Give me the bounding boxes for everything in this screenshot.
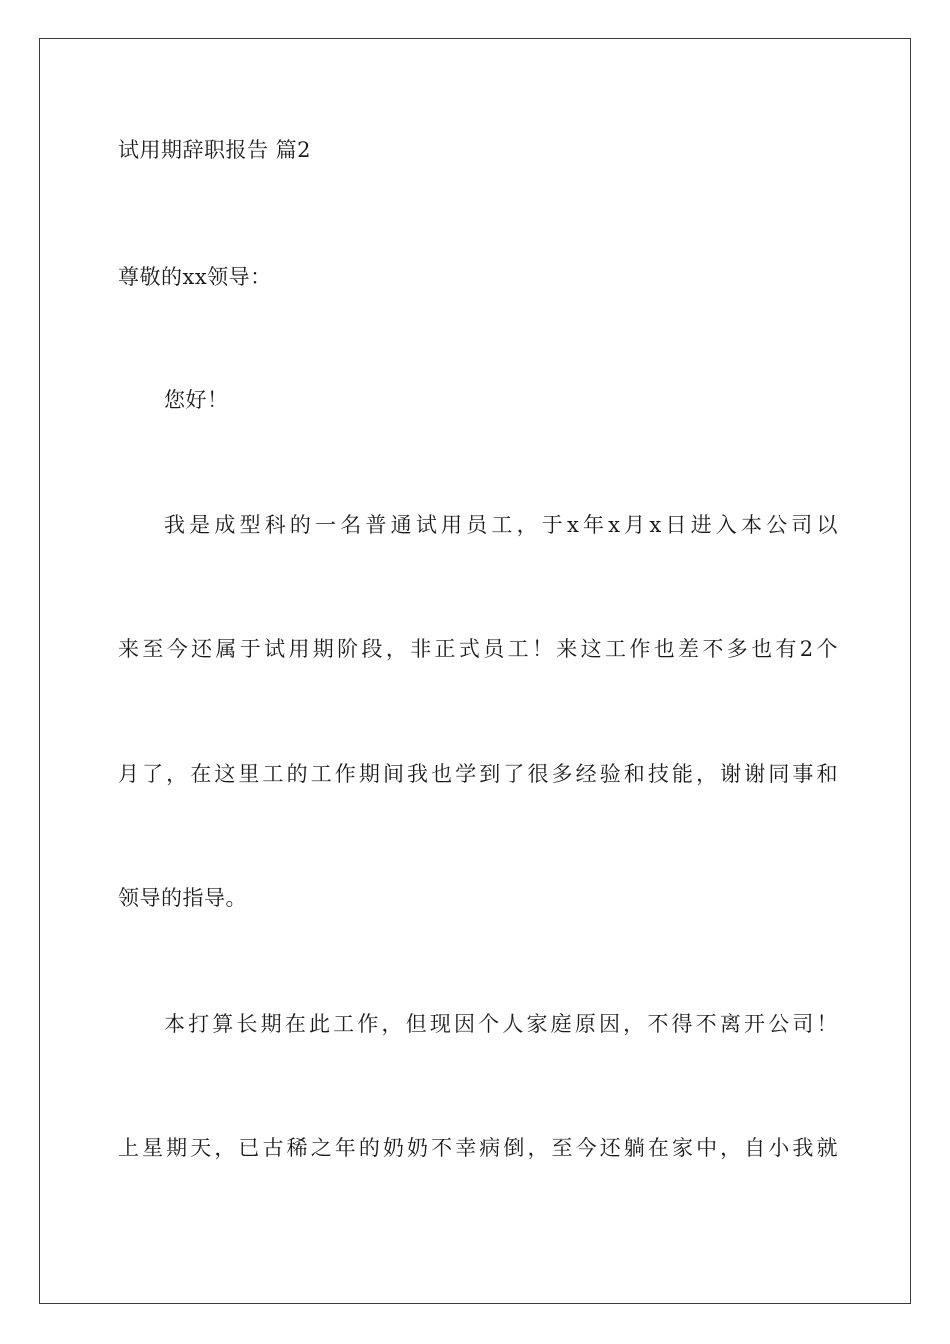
body-line: 我是成型科的一名普通试用员工，于x年x月x日进入本公司以 [164, 513, 838, 537]
body-line: 本打算长期在此工作，但现因个人家庭原因，不得不离开公司！ [164, 1012, 838, 1036]
page-frame [39, 38, 911, 1304]
body-line: 上星期天，已古稀之年的奶奶不幸病倒，至今还躺在家中，自小我就 [118, 1136, 838, 1160]
greeting: 您好！ [164, 388, 229, 412]
salutation: 尊敬的xx领导： [118, 265, 272, 289]
body-line: 月了，在这里工的工作期间我也学到了很多经验和技能，谢谢同事和 [118, 762, 838, 786]
body-line: 来至今还属于试用期阶段，非正式员工！来这工作也差不多也有2个 [118, 637, 838, 661]
section-title: 试用期辞职报告 篇2 [118, 138, 312, 162]
body-line: 领导的指导。 [118, 886, 247, 910]
